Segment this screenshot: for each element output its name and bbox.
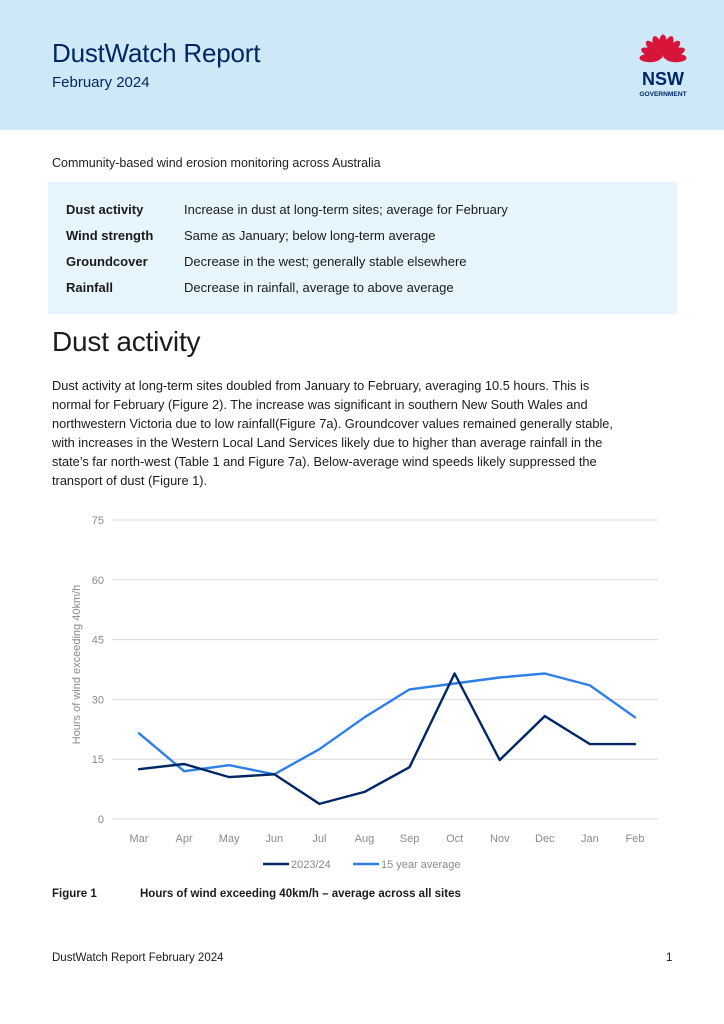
waratah-bud (650, 53, 656, 59)
legend-label: 15 year average (381, 859, 461, 871)
intro-text: Community-based wind erosion monitoring across Australia (52, 156, 381, 170)
waratah-bud (670, 53, 676, 59)
report-header (0, 0, 724, 130)
wind-hours-line-chart (60, 508, 670, 878)
x-tick-label: Aug (354, 833, 375, 845)
y-tick-label: 0 (97, 814, 104, 826)
paragraph-line: northwestern Victoria due to low rainfall(Figure 7a). Groundcover values remained generally stable, (52, 416, 613, 431)
x-tick-label: May (218, 833, 240, 845)
x-tick-label: Feb (625, 833, 645, 845)
summary-box (48, 182, 677, 314)
waratah-bud (666, 47, 672, 53)
series-line (139, 674, 635, 804)
x-tick-label: Jan (581, 833, 599, 845)
x-tick-label: Oct (446, 833, 464, 845)
section-title: Dust activity (52, 326, 201, 357)
paragraph-line: transport of dust (Figure 1). (52, 473, 208, 488)
waratah-bud (660, 47, 666, 53)
logo-nsw-text: NSW (642, 69, 684, 89)
x-tick-label: Jul (312, 833, 327, 845)
paragraph-line: normal for February (Figure 2). The increase was significant in southern New South Wales and (52, 397, 588, 412)
footer-title: DustWatch Report February 2024 (52, 952, 224, 964)
summary-value: Decrease in the west; generally stable elsewhere (184, 254, 467, 269)
nsw-government-logo (632, 34, 694, 100)
figure-number: Figure 1 (52, 888, 97, 900)
x-tick-label: Sep (399, 833, 420, 845)
waratah-bud (657, 41, 663, 47)
y-axis-label: Hours of wind exceeding 40km/h (71, 584, 83, 745)
summary-row-dust (66, 202, 508, 217)
paragraph-line: state’s far north-west (Table 1 and Figure 7a). Below-average wind speeds likely suppressed the (52, 454, 597, 469)
waratah-bud (663, 41, 669, 47)
report-subtitle: February 2024 (52, 74, 150, 91)
summary-value: Decrease in rainfall, average to above average (184, 280, 454, 295)
report-title: DustWatch Report (52, 38, 261, 68)
summary-label: Groundcover (66, 254, 148, 269)
summary-row-wind (66, 228, 435, 243)
logo-government-text: GOVERNMENT (639, 91, 687, 98)
x-tick-label: Dec (535, 833, 555, 845)
y-tick-label: 30 (91, 694, 104, 707)
body-paragraph (52, 376, 672, 490)
figure-caption-text: Hours of wind exceeding 40km/h – average across all sites (140, 888, 461, 900)
y-tick-label: 15 (91, 754, 104, 767)
waratah-bud (657, 53, 663, 59)
x-tick-label: Mar (129, 833, 149, 845)
page-number: 1 (666, 952, 673, 964)
paragraph-line: with increases in the Western Local Land Services likely due to higher than average rainfall in the (52, 435, 603, 450)
figure-caption (52, 888, 461, 900)
waratah-bud (663, 53, 669, 59)
summary-row-rainfall (66, 280, 454, 295)
y-tick-label: 45 (91, 634, 104, 647)
y-tick-label: 75 (91, 515, 104, 527)
nsw-waratah-icon (640, 35, 687, 63)
summary-label: Dust activity (66, 202, 144, 217)
x-tick-label: Nov (489, 833, 510, 845)
x-tick-label: Apr (175, 833, 193, 845)
summary-value: Same as January; below long-term average (184, 228, 436, 243)
y-tick-label: 60 (91, 574, 104, 587)
summary-row-groundcover (66, 254, 467, 269)
paragraph-line: Dust activity at long-term sites doubled from January to February, averaging 10.5 hours. This is (52, 378, 590, 393)
summary-label: Rainfall (66, 280, 113, 295)
summary-value: Increase in dust at long-term sites; average for February (184, 202, 508, 217)
x-tick-label: Jun (265, 833, 284, 845)
legend-label: 2023/24 (291, 859, 331, 871)
summary-label: Wind strength (66, 228, 154, 243)
waratah-bud (654, 47, 660, 53)
